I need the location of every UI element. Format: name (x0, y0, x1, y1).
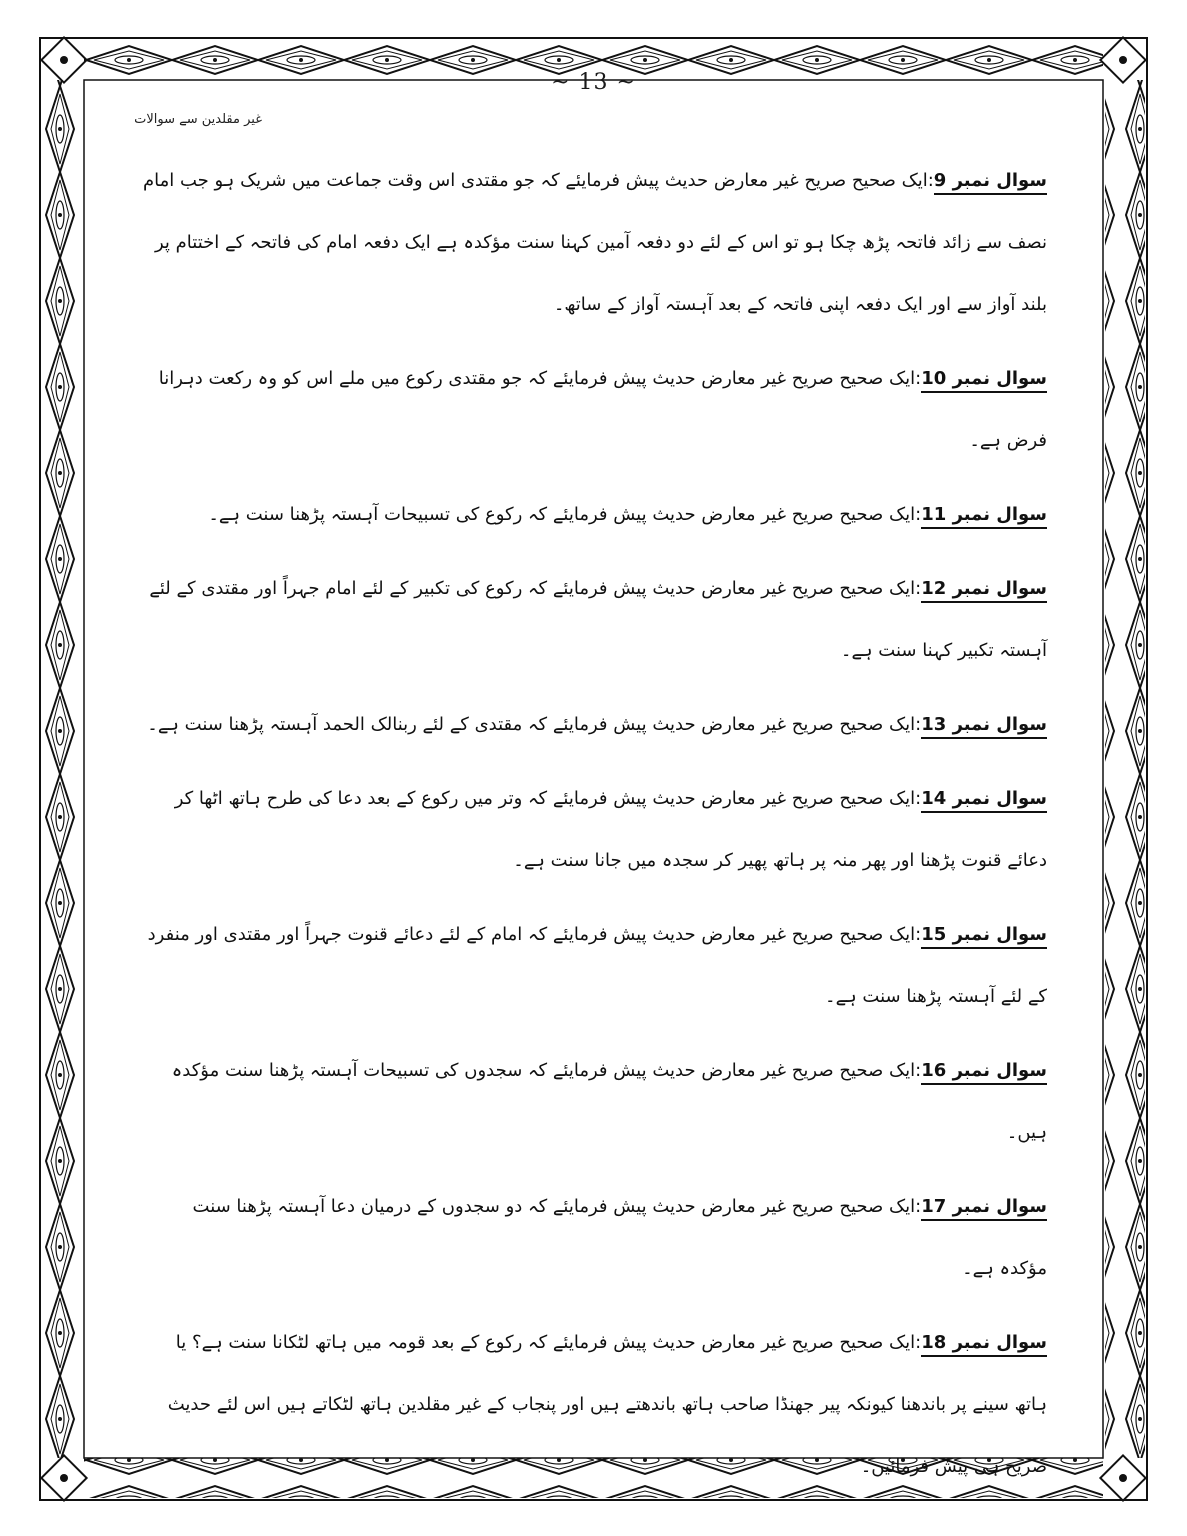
question-label: سوال نمبر 12 (921, 578, 1047, 603)
question-text: :ایک صحیح صریح غیر معارض حدیث پیش فرمایئے کہ سجدوں کی تسبیحات آہستہ پڑھنا سنت مؤکدہ ہیں۔ (171, 1060, 1047, 1143)
question-number: 13 (921, 714, 947, 735)
question-text: :ایک صحیح صریح غیر معارض حدیث پیش فرمایئے کہ مقتدی کے لئے ربنالک الحمد آہستہ پڑھنا سنت ہے۔ (147, 714, 922, 735)
question-15 (140, 904, 1047, 1028)
question-number: 16 (921, 1060, 947, 1081)
question-text: :ایک صحیح صریح غیر معارض حدیث پیش فرمایئے کہ رکوع کی تکبیر کے لئے امام جہراً اور مقتدی کے لئے آہستہ تکبیر کہنا سنت ہے۔ (149, 578, 1047, 661)
question-number: 18 (921, 1332, 947, 1353)
question-label: سوال نمبر 17 (921, 1196, 1047, 1221)
question-text: :ایک صحیح صریح غیر معارض حدیث پیش فرمایئے کہ دو سجدوں کے درمیان دعا آہستہ پڑھنا سنت مؤکدہ ہے۔ (192, 1196, 1047, 1279)
question-label: سوال نمبر 11 (921, 504, 1047, 529)
question-label: سوال نمبر 9 (934, 170, 1047, 195)
question-number: 11 (921, 504, 947, 525)
question-12 (140, 558, 1047, 682)
question-18 (140, 1312, 1047, 1498)
question-number: 10 (921, 368, 947, 389)
question-label: سوال نمبر 13 (921, 714, 1047, 739)
question-11 (140, 484, 1047, 546)
question-text: :ایک صحیح صریح غیر معارض حدیث پیش فرمایئے کہ رکوع کے بعد قومہ میں ہاتھ لٹکانا سنت ہے؟ یا ہاتھ سینے پر باندھنا کیونکہ پیر جھنڈا صاحب ہاتھ باندھتے ہیں اور پنجاب کے غیر مقلدین ہاتھ لٹکاتے ہیں اس لئے حدیث صریح ہی پیش فرمائیں۔ (167, 1332, 1047, 1477)
question-text: :ایک صحیح صریح غیر معارض حدیث پیش فرمایئے کہ رکوع کی تسبیحات آہستہ پڑھنا سنت ہے۔ (208, 504, 922, 525)
question-number: 9 (933, 170, 947, 191)
question-14 (140, 768, 1047, 892)
questions-list (140, 150, 1047, 1510)
question-label: سوال نمبر 10 (921, 368, 1047, 393)
question-text: :ایک صحیح صریح غیر معارض حدیث پیش فرمایئے کہ جو مقتدی اس وقت جماعت میں شریک ہو جب امام نصف سے زائد فاتحہ پڑھ چکا ہو تو اس کے لئے دو دفعہ آمین کہنا سنت مؤکدہ ہے ایک دفعہ امام کی فاتحہ کے اختتام پر بلند آواز سے اور ایک دفعہ اپنی فاتحہ کے بعد آہستہ آواز کے ساتھ۔ (142, 170, 1047, 315)
question-number: 14 (921, 788, 947, 809)
question-number: 15 (921, 924, 947, 945)
question-text: :ایک صحیح صریح غیر معارض حدیث پیش فرمایئے کہ امام کے لئے دعائے قنوت جہراً اور مقتدی اور منفرد کے لئے آہستہ پڑھنا سنت ہے۔ (147, 924, 1047, 1007)
question-number: 17 (921, 1196, 947, 1217)
question-label: سوال نمبر 15 (921, 924, 1047, 949)
question-17 (140, 1176, 1047, 1300)
question-label: سوال نمبر 18 (921, 1332, 1047, 1357)
question-10 (140, 348, 1047, 472)
question-13 (140, 694, 1047, 756)
question-label: سوال نمبر 14 (921, 788, 1047, 813)
question-number: 12 (921, 578, 947, 599)
question-text: :ایک صحیح صریح غیر معارض حدیث پیش فرمایئے کہ وتر میں رکوع کے بعد دعا کی طرح ہاتھ اٹھا کر دعائے قنوت پڑھنا اور پھر منہ پر ہاتھ پھیر کر سجدہ میں جانا سنت ہے۔ (174, 788, 1047, 871)
question-9 (140, 150, 1047, 336)
question-16 (140, 1040, 1047, 1164)
question-text: :ایک صحیح صریح غیر معارض حدیث پیش فرمایئے کہ جو مقتدی رکوع میں ملے اس کو وہ رکعت دہرانا فرض ہے۔ (158, 368, 1047, 451)
question-label: سوال نمبر 16 (921, 1060, 1047, 1085)
running-header: غیر مقلدین سے سوالات (134, 112, 262, 127)
page-number: ~ 13 ~ (551, 70, 636, 95)
